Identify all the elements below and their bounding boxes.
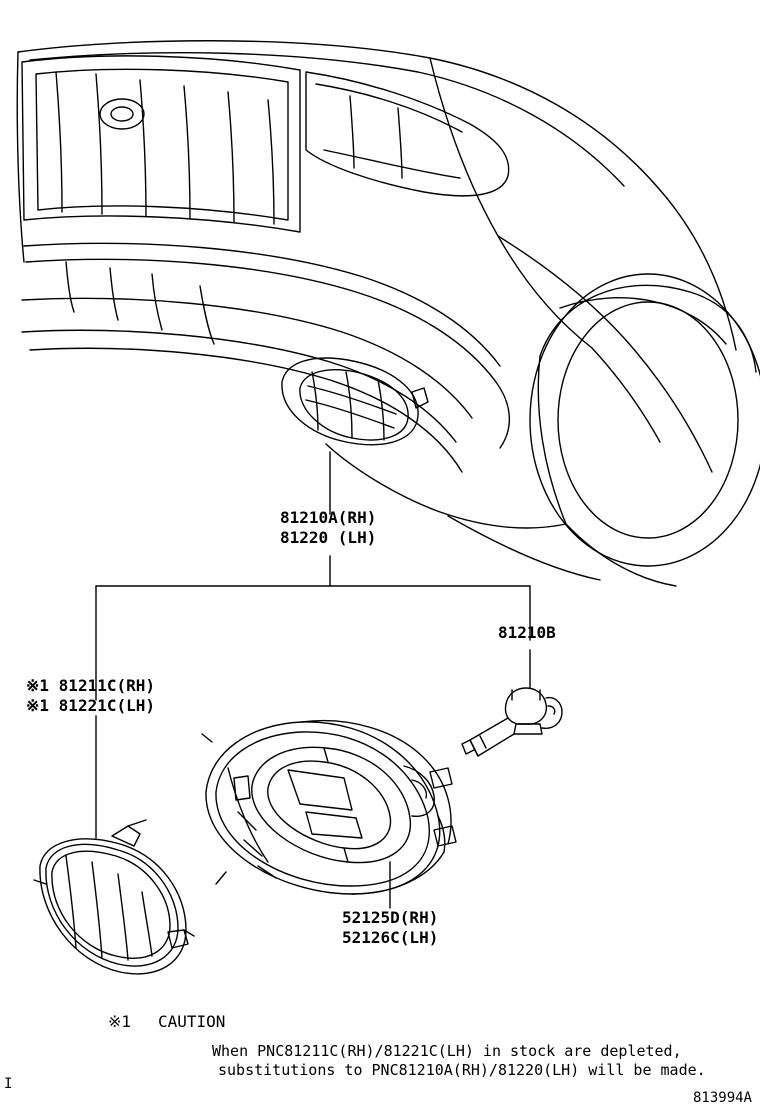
caution-mark: ※1	[108, 1012, 132, 1031]
callout-assembly-line2: 81220 (LH)	[280, 528, 377, 547]
callout-lens-unit-rh: ※1 81211C(RH)	[26, 676, 155, 695]
callout-cover-rh: 52125D(RH)	[342, 908, 439, 927]
left-margin-mark: I	[4, 1076, 13, 1092]
fog-lamp-housing-part	[202, 721, 456, 894]
fog-lamp-lens-part	[34, 820, 194, 974]
caution-body-line1: When PNC81211C(RH)/81221C(LH) in stock are depleted,	[212, 1042, 682, 1060]
bulb-part	[462, 688, 562, 756]
caution-heading: CAUTION	[158, 1012, 226, 1031]
drawing-code: 813994A	[692, 1090, 752, 1106]
callout-lens-unit-lh: ※1 81221C(LH)	[26, 696, 155, 715]
callout-assembly-line1: 81210A(RH)	[280, 508, 377, 527]
callout-cover-lh: 52126C(LH)	[342, 928, 439, 947]
truck-front-illustration	[17, 41, 760, 586]
caution-body-line2: substitutions to PNC81210A(RH)/81220(LH) will be made.	[218, 1061, 706, 1079]
callout-bulb: 81210B	[498, 623, 556, 642]
